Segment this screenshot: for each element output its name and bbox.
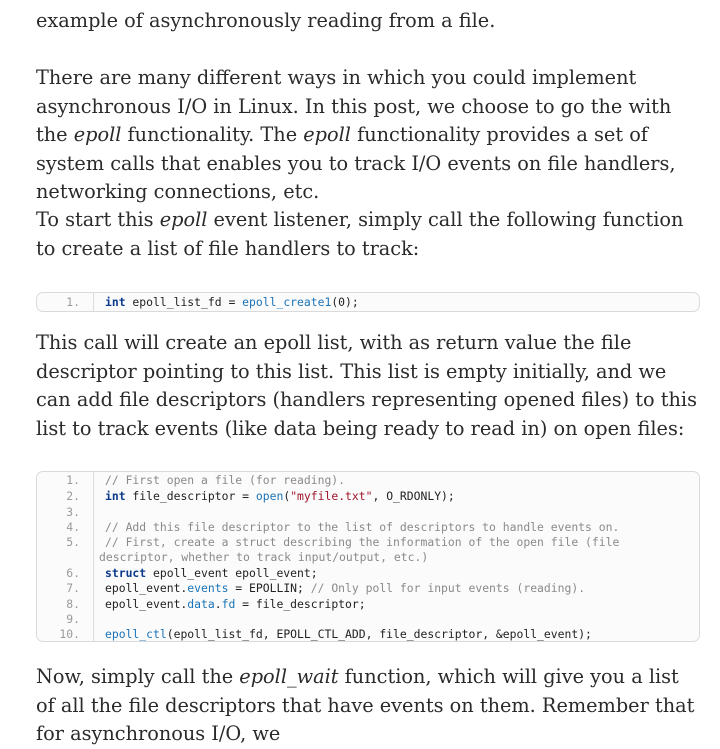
code-text: epoll_ctl(epoll_list_fd, EPOLL_CTL_ADD, file_descriptor, &epoll_event);	[105, 627, 592, 641]
paragraph-epoll-wait: Now, simply call the epoll_wait function, which will give you a list of all the file descriptors that have events on them. Remember that for asynchronous I/O, we	[36, 665, 695, 745]
emphasis-epoll: epoll	[73, 123, 122, 146]
paragraph-start-listener: To start this epoll event listener, simply call the following function to create a list of file handlers to track:	[36, 208, 684, 260]
paragraph-epoll-list: This call will create an epoll list, with as return value the file descriptor pointing to this list. This list is empty initially, and we can add file descriptors (handlers representing opened files) to this list to track events (like data being ready to read in) on open files:	[36, 331, 697, 440]
code-block-create	[36, 292, 700, 312]
code-text: struct epoll_event epoll_event;	[105, 566, 318, 580]
code-text: epoll_event.data.fd = file_descriptor;	[105, 597, 366, 611]
emphasis-epoll-wait: epoll_wait	[239, 665, 339, 688]
line-number: 6.	[66, 566, 80, 580]
line-number: 2.	[66, 489, 80, 503]
line-number: 1.	[66, 473, 80, 487]
line-number: 8.	[66, 597, 80, 611]
emphasis-epoll: epoll	[159, 208, 208, 231]
line-number: 4.	[66, 520, 80, 534]
code-text: epoll_event.events = EPOLLIN; // Only poll for input events (reading).	[105, 581, 586, 595]
line-number: 10.	[59, 627, 80, 641]
code-text: int epoll_list_fd = epoll_create1(0);	[105, 295, 359, 309]
line-number: 3.	[66, 505, 80, 519]
code-block-register	[36, 471, 700, 642]
emphasis-epoll: epoll	[303, 123, 351, 146]
code-text: // Add this file descriptor to the list of descriptors to handle events on.	[105, 520, 620, 534]
code-text: // First, create a struct describing the information of the open file (file descriptor, whether to track input/output, etc.)	[99, 535, 627, 564]
paragraph-intro-tail: example of asynchronously reading from a file.	[36, 9, 496, 32]
code-text: int file_descriptor = open("myfile.txt", O_RDONLY);	[105, 489, 455, 503]
code-text: // First open a file (for reading).	[105, 473, 346, 487]
line-number: 7.	[66, 581, 80, 595]
line-number: 5.	[66, 535, 80, 549]
paragraph-epoll-intro: There are many different ways in which you could implement asynchronous I/O in Linux. In this post, we choose to go the with the epoll functionality. The epoll functionality provides a set of system calls that enables you to track I/O events on file handlers, networking connections, etc.	[36, 66, 676, 203]
line-number: 9.	[66, 612, 80, 626]
line-number: 1.	[66, 295, 80, 309]
